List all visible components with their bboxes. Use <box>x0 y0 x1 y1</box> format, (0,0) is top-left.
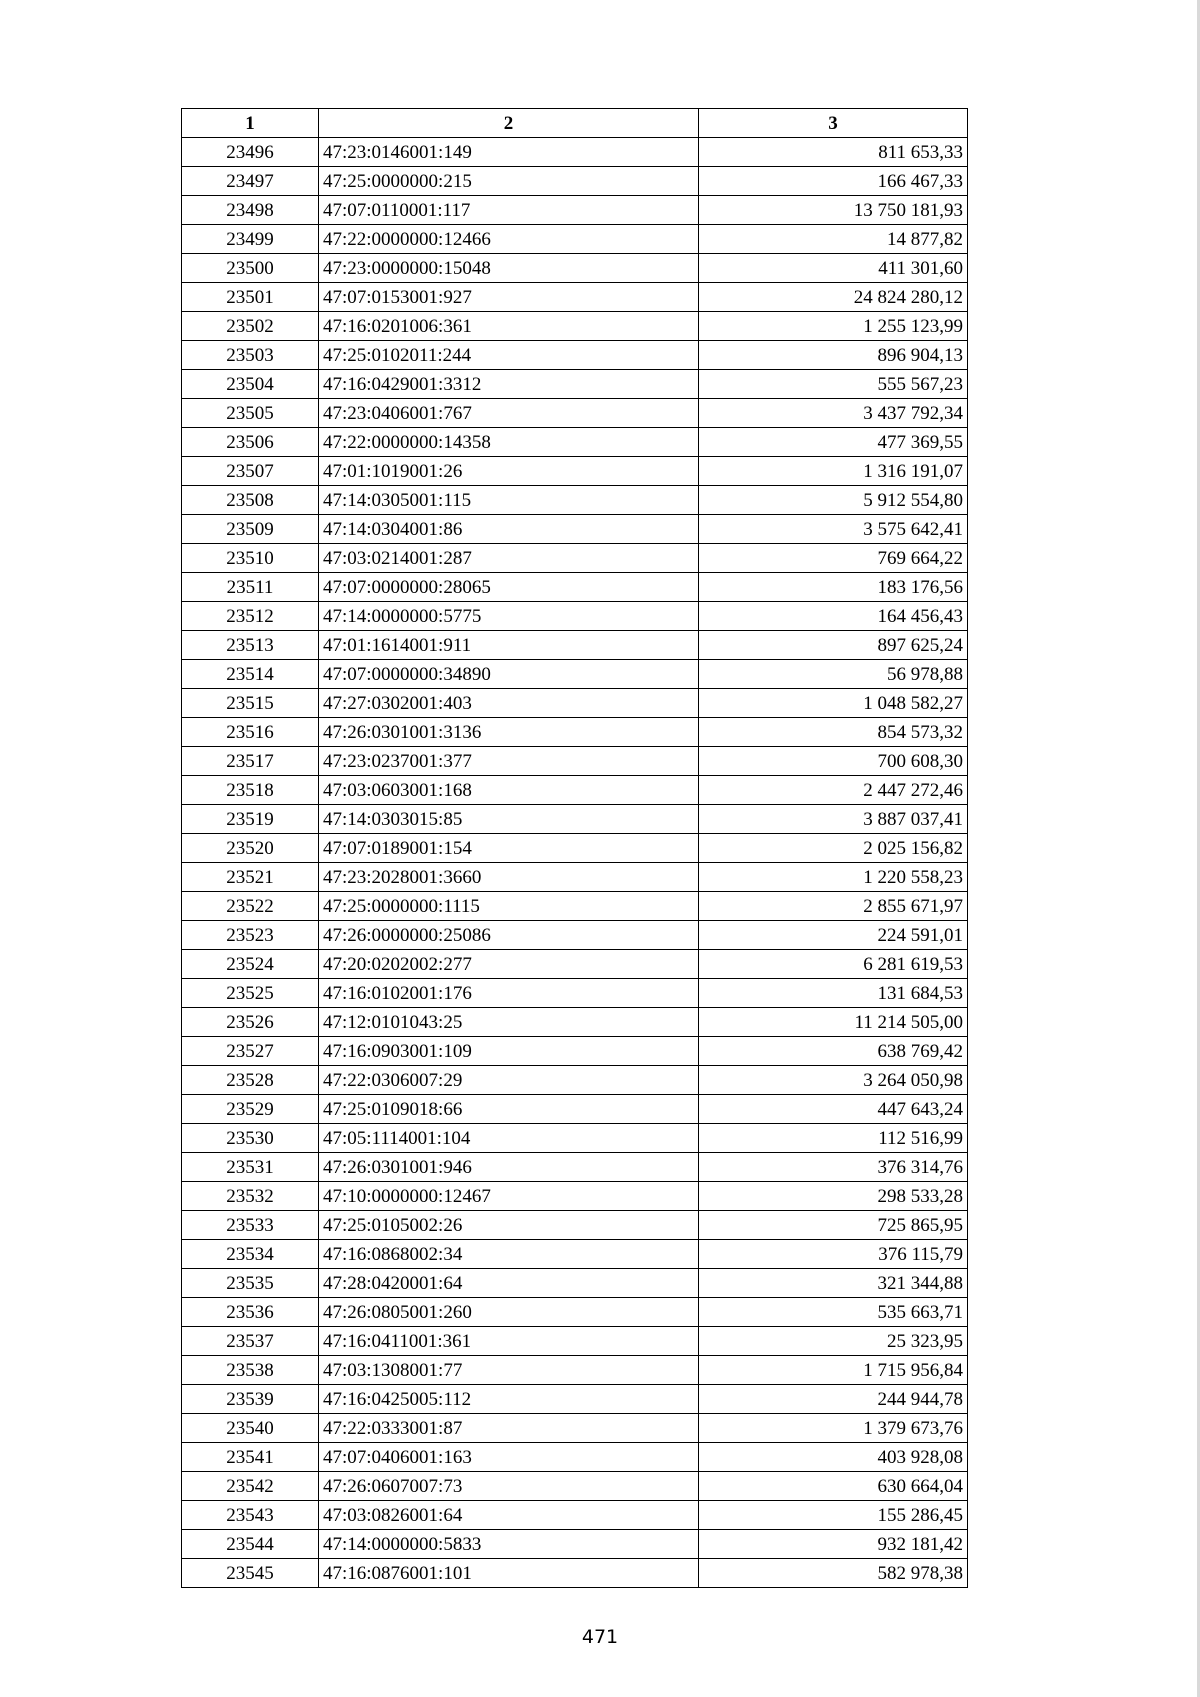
cadastral-value-cell: 376 115,79 <box>699 1240 968 1269</box>
cadastral-number-cell: 47:03:0214001:287 <box>319 544 699 573</box>
cadastral-value-cell: 155 286,45 <box>699 1501 968 1530</box>
cadastral-value-cell: 376 314,76 <box>699 1153 968 1182</box>
table-row <box>182 1530 968 1559</box>
row-number-cell: 23534 <box>182 1240 319 1269</box>
row-number-cell: 23537 <box>182 1327 319 1356</box>
cadastral-number-cell: 47:14:0303015:85 <box>319 805 699 834</box>
row-number-cell: 23503 <box>182 341 319 370</box>
column-header-number: 1 <box>182 109 319 138</box>
table-row <box>182 1066 968 1095</box>
cadastral-value-cell: 224 591,01 <box>699 921 968 950</box>
cadastral-number-cell: 47:16:0201006:361 <box>319 312 699 341</box>
row-number-cell: 23515 <box>182 689 319 718</box>
table-row <box>182 892 968 921</box>
cadastral-number-cell: 47:16:0411001:361 <box>319 1327 699 1356</box>
cadastral-value-cell: 1 220 558,23 <box>699 863 968 892</box>
cadastral-value-cell: 1 255 123,99 <box>699 312 968 341</box>
cadastral-number-cell: 47:01:1019001:26 <box>319 457 699 486</box>
row-number-cell: 23519 <box>182 805 319 834</box>
table-row <box>182 1501 968 1530</box>
row-number-cell: 23497 <box>182 167 319 196</box>
row-number-cell: 23496 <box>182 138 319 167</box>
cadastral-value-cell: 24 824 280,12 <box>699 283 968 312</box>
row-number-cell: 23506 <box>182 428 319 457</box>
table-row <box>182 428 968 457</box>
cadastral-number-cell: 47:16:0868002:34 <box>319 1240 699 1269</box>
row-number-cell: 23505 <box>182 399 319 428</box>
row-number-cell: 23510 <box>182 544 319 573</box>
table-row <box>182 1269 968 1298</box>
cadastral-number-cell: 47:16:0429001:3312 <box>319 370 699 399</box>
cadastral-number-cell: 47:25:0105002:26 <box>319 1211 699 1240</box>
cadastral-value-cell: 403 928,08 <box>699 1443 968 1472</box>
cadastral-number-cell: 47:25:0000000:215 <box>319 167 699 196</box>
cadastral-number-cell: 47:03:0826001:64 <box>319 1501 699 1530</box>
table-row <box>182 312 968 341</box>
page-number: 471 <box>581 1626 619 1648</box>
cadastral-number-cell: 47:16:0102001:176 <box>319 979 699 1008</box>
row-number-cell: 23507 <box>182 457 319 486</box>
row-number-cell: 23527 <box>182 1037 319 1066</box>
table-row <box>182 1414 968 1443</box>
cadastral-value-cell: 897 625,24 <box>699 631 968 660</box>
row-number-cell: 23543 <box>182 1501 319 1530</box>
table-row <box>182 747 968 776</box>
cadastral-number-cell: 47:23:0406001:767 <box>319 399 699 428</box>
row-number-cell: 23538 <box>182 1356 319 1385</box>
row-number-cell: 23545 <box>182 1559 319 1588</box>
cadastral-number-cell: 47:26:0805001:260 <box>319 1298 699 1327</box>
cadastral-number-cell: 47:03:1308001:77 <box>319 1356 699 1385</box>
cadastral-number-cell: 47:22:0000000:14358 <box>319 428 699 457</box>
cadastral-value-cell: 56 978,88 <box>699 660 968 689</box>
row-number-cell: 23542 <box>182 1472 319 1501</box>
cadastral-number-cell: 47:26:0000000:25086 <box>319 921 699 950</box>
cadastral-value-cell: 447 643,24 <box>699 1095 968 1124</box>
cadastral-value-cell: 1 316 191,07 <box>699 457 968 486</box>
cadastral-value-cell: 2 025 156,82 <box>699 834 968 863</box>
row-number-cell: 23500 <box>182 254 319 283</box>
cadastral-number-cell: 47:23:0000000:15048 <box>319 254 699 283</box>
cadastral-number-cell: 47:27:0302001:403 <box>319 689 699 718</box>
row-number-cell: 23520 <box>182 834 319 863</box>
cadastral-value-cell: 164 456,43 <box>699 602 968 631</box>
row-number-cell: 23539 <box>182 1385 319 1414</box>
cadastral-value-cell: 1 715 956,84 <box>699 1356 968 1385</box>
table-row <box>182 1037 968 1066</box>
cadastral-value-cell: 5 912 554,80 <box>699 486 968 515</box>
cadastral-number-cell: 47:26:0607007:73 <box>319 1472 699 1501</box>
cadastral-number-cell: 47:20:0202002:277 <box>319 950 699 979</box>
table-row <box>182 631 968 660</box>
row-number-cell: 23511 <box>182 573 319 602</box>
cadastral-number-cell: 47:01:1614001:911 <box>319 631 699 660</box>
cadastral-value-cell: 854 573,32 <box>699 718 968 747</box>
table-row <box>182 515 968 544</box>
cadastral-value-cell: 638 769,42 <box>699 1037 968 1066</box>
row-number-cell: 23524 <box>182 950 319 979</box>
column-header-cadastral-number: 2 <box>319 109 699 138</box>
table-header-row <box>182 109 968 138</box>
table-row <box>182 399 968 428</box>
cadastral-value-cell: 932 181,42 <box>699 1530 968 1559</box>
table-row <box>182 544 968 573</box>
row-number-cell: 23532 <box>182 1182 319 1211</box>
table-row <box>182 921 968 950</box>
cadastral-value-cell: 725 865,95 <box>699 1211 968 1240</box>
cadastral-number-cell: 47:07:0189001:154 <box>319 834 699 863</box>
cadastral-number-cell: 47:23:0146001:149 <box>319 138 699 167</box>
table-row <box>182 863 968 892</box>
table-row <box>182 370 968 399</box>
table-row <box>182 1008 968 1037</box>
table-row <box>182 718 968 747</box>
cadastral-number-cell: 47:07:0000000:34890 <box>319 660 699 689</box>
table-row <box>182 254 968 283</box>
table-row <box>182 1095 968 1124</box>
row-number-cell: 23518 <box>182 776 319 805</box>
cadastral-number-cell: 47:16:0903001:109 <box>319 1037 699 1066</box>
row-number-cell: 23522 <box>182 892 319 921</box>
table-row <box>182 834 968 863</box>
cadastral-value-cell: 811 653,33 <box>699 138 968 167</box>
cadastral-value-cell: 411 301,60 <box>699 254 968 283</box>
row-number-cell: 23544 <box>182 1530 319 1559</box>
row-number-cell: 23533 <box>182 1211 319 1240</box>
cadastral-number-cell: 47:14:0305001:115 <box>319 486 699 515</box>
table-row <box>182 1211 968 1240</box>
table-row <box>182 805 968 834</box>
cadastral-value-cell: 3 437 792,34 <box>699 399 968 428</box>
row-number-cell: 23541 <box>182 1443 319 1472</box>
table-row <box>182 1182 968 1211</box>
table-row <box>182 950 968 979</box>
cadastral-value-cell: 13 750 181,93 <box>699 196 968 225</box>
cadastral-number-cell: 47:16:0876001:101 <box>319 1559 699 1588</box>
cadastral-number-cell: 47:23:2028001:3660 <box>319 863 699 892</box>
table-row <box>182 1356 968 1385</box>
cadastral-number-cell: 47:25:0000000:1115 <box>319 892 699 921</box>
table-row <box>182 196 968 225</box>
row-number-cell: 23514 <box>182 660 319 689</box>
cadastral-number-cell: 47:07:0153001:927 <box>319 283 699 312</box>
cadastral-value-cell: 2 447 272,46 <box>699 776 968 805</box>
cadastral-number-cell: 47:23:0237001:377 <box>319 747 699 776</box>
cadastral-number-cell: 47:07:0406001:163 <box>319 1443 699 1472</box>
table-body <box>182 138 968 1588</box>
cadastral-value-cell: 3 264 050,98 <box>699 1066 968 1095</box>
table-row <box>182 1385 968 1414</box>
cadastral-number-cell: 47:26:0301001:3136 <box>319 718 699 747</box>
cadastral-number-cell: 47:14:0000000:5775 <box>319 602 699 631</box>
table-row <box>182 689 968 718</box>
row-number-cell: 23528 <box>182 1066 319 1095</box>
table-row <box>182 1472 968 1501</box>
cadastral-number-cell: 47:14:0000000:5833 <box>319 1530 699 1559</box>
row-number-cell: 23535 <box>182 1269 319 1298</box>
cadastral-value-cell: 700 608,30 <box>699 747 968 776</box>
row-number-cell: 23523 <box>182 921 319 950</box>
row-number-cell: 23509 <box>182 515 319 544</box>
cadastral-value-cell: 535 663,71 <box>699 1298 968 1327</box>
cadastral-number-cell: 47:22:0306007:29 <box>319 1066 699 1095</box>
row-number-cell: 23525 <box>182 979 319 1008</box>
table-row <box>182 660 968 689</box>
row-number-cell: 23504 <box>182 370 319 399</box>
row-number-cell: 23521 <box>182 863 319 892</box>
cadastral-value-cell: 1 379 673,76 <box>699 1414 968 1443</box>
cadastral-value-cell: 582 978,38 <box>699 1559 968 1588</box>
row-number-cell: 23517 <box>182 747 319 776</box>
table-row <box>182 1240 968 1269</box>
cadastral-number-cell: 47:12:0101043:25 <box>319 1008 699 1037</box>
table-row <box>182 1153 968 1182</box>
table-row <box>182 167 968 196</box>
cadastral-value-cell: 11 214 505,00 <box>699 1008 968 1037</box>
cadastral-number-cell: 47:16:0425005:112 <box>319 1385 699 1414</box>
cadastral-value-cell: 2 855 671,97 <box>699 892 968 921</box>
table-row <box>182 1124 968 1153</box>
row-number-cell: 23501 <box>182 283 319 312</box>
table-row <box>182 1443 968 1472</box>
row-number-cell: 23498 <box>182 196 319 225</box>
table-row <box>182 457 968 486</box>
cadastral-number-cell: 47:07:0000000:28065 <box>319 573 699 602</box>
cadastral-value-cell: 298 533,28 <box>699 1182 968 1211</box>
row-number-cell: 23508 <box>182 486 319 515</box>
cadastral-value-cell: 244 944,78 <box>699 1385 968 1414</box>
row-number-cell: 23516 <box>182 718 319 747</box>
cadastral-value-cell: 896 904,13 <box>699 341 968 370</box>
cadastral-number-cell: 47:05:1114001:104 <box>319 1124 699 1153</box>
cadastral-value-cell: 112 516,99 <box>699 1124 968 1153</box>
cadastral-value-cell: 477 369,55 <box>699 428 968 457</box>
cadastral-value-cell: 321 344,88 <box>699 1269 968 1298</box>
cadastral-number-cell: 47:22:0000000:12466 <box>319 225 699 254</box>
table-row <box>182 1298 968 1327</box>
cadastral-number-cell: 47:22:0333001:87 <box>319 1414 699 1443</box>
cadastral-number-cell: 47:25:0109018:66 <box>319 1095 699 1124</box>
cadastral-value-cell: 3 887 037,41 <box>699 805 968 834</box>
table-row <box>182 776 968 805</box>
cadastral-value-cell: 3 575 642,41 <box>699 515 968 544</box>
table-row <box>182 573 968 602</box>
table-row <box>182 1327 968 1356</box>
cadastral-value-table <box>181 108 968 1588</box>
row-number-cell: 23540 <box>182 1414 319 1443</box>
table-row <box>182 602 968 631</box>
cadastral-number-cell: 47:28:0420001:64 <box>319 1269 699 1298</box>
cadastral-value-cell: 14 877,82 <box>699 225 968 254</box>
cadastral-value-cell: 769 664,22 <box>699 544 968 573</box>
cadastral-value-cell: 183 176,56 <box>699 573 968 602</box>
row-number-cell: 23512 <box>182 602 319 631</box>
cadastral-number-cell: 47:10:0000000:12467 <box>319 1182 699 1211</box>
cadastral-value-cell: 131 684,53 <box>699 979 968 1008</box>
table-row <box>182 979 968 1008</box>
row-number-cell: 23530 <box>182 1124 319 1153</box>
cadastral-number-cell: 47:03:0603001:168 <box>319 776 699 805</box>
table-row <box>182 1559 968 1588</box>
cadastral-number-cell: 47:26:0301001:946 <box>319 1153 699 1182</box>
row-number-cell: 23536 <box>182 1298 319 1327</box>
cadastral-value-cell: 166 467,33 <box>699 167 968 196</box>
cadastral-number-cell: 47:25:0102011:244 <box>319 341 699 370</box>
table-row <box>182 138 968 167</box>
cadastral-value-cell: 630 664,04 <box>699 1472 968 1501</box>
row-number-cell: 23499 <box>182 225 319 254</box>
column-header-value: 3 <box>699 109 968 138</box>
row-number-cell: 23513 <box>182 631 319 660</box>
row-number-cell: 23502 <box>182 312 319 341</box>
cadastral-value-cell: 555 567,23 <box>699 370 968 399</box>
cadastral-value-cell: 1 048 582,27 <box>699 689 968 718</box>
cadastral-value-cell: 6 281 619,53 <box>699 950 968 979</box>
row-number-cell: 23526 <box>182 1008 319 1037</box>
table-row <box>182 486 968 515</box>
cadastral-number-cell: 47:14:0304001:86 <box>319 515 699 544</box>
row-number-cell: 23529 <box>182 1095 319 1124</box>
cadastral-value-cell: 25 323,95 <box>699 1327 968 1356</box>
table-row <box>182 225 968 254</box>
table-row <box>182 283 968 312</box>
cadastral-number-cell: 47:07:0110001:117 <box>319 196 699 225</box>
row-number-cell: 23531 <box>182 1153 319 1182</box>
table-row <box>182 341 968 370</box>
